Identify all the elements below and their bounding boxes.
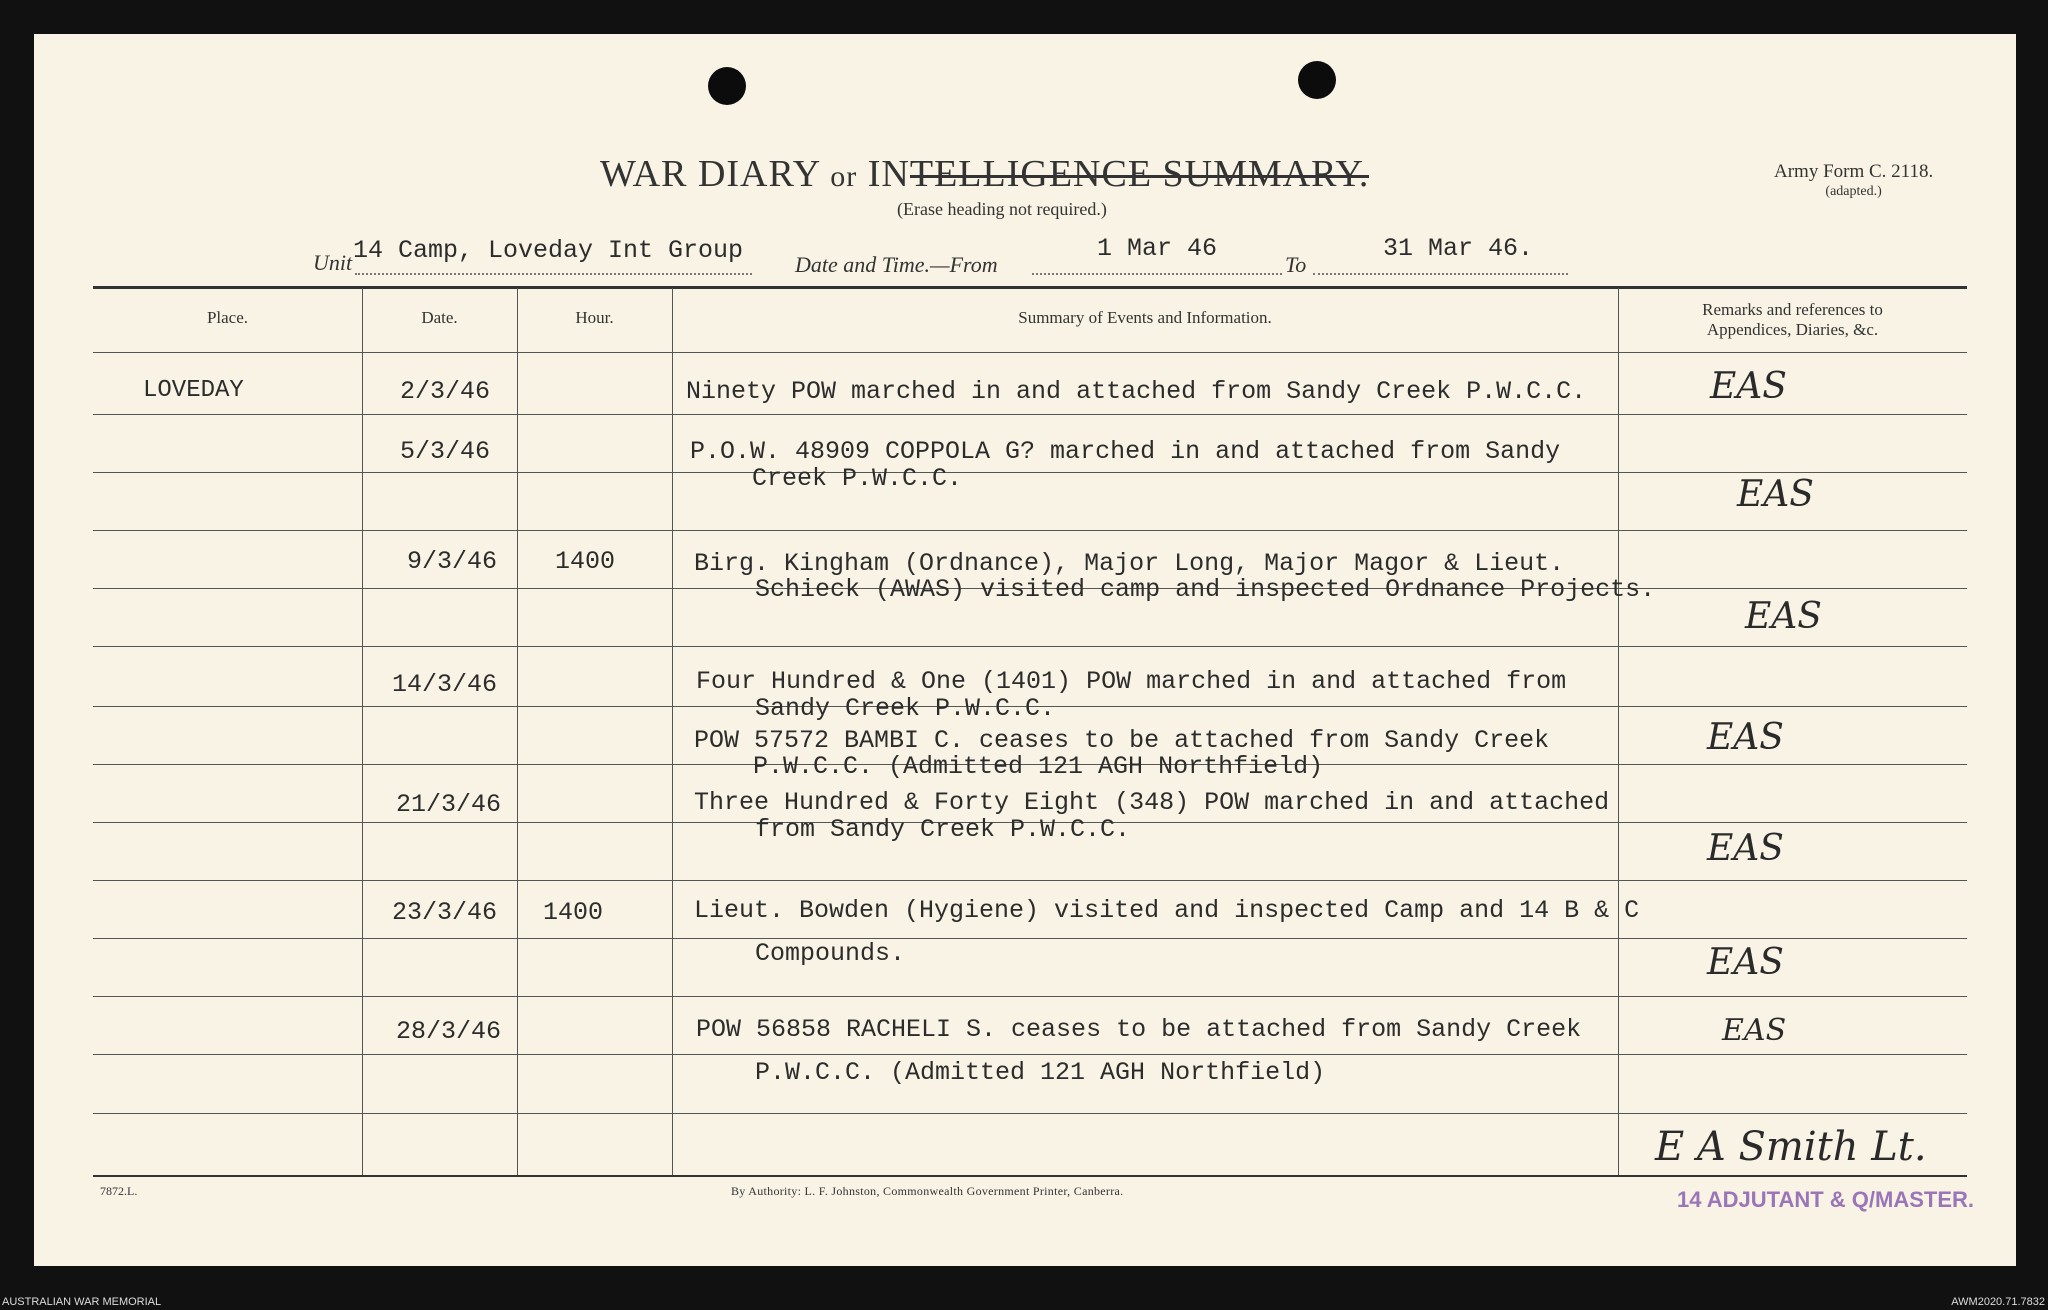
entry-date: 28/3/46: [396, 1017, 502, 1046]
remarks-header-line-1: Remarks and references to: [1702, 300, 1883, 319]
entry-line: Three Hundred & Forty Eight (348) POW marched in and attached: [694, 788, 1610, 817]
table-rule: [93, 880, 1967, 881]
entry-line: Ninety POW marched in and attached from Sandy Creek P.W.C.C.: [686, 377, 1587, 406]
unit-dotted-line: [355, 273, 752, 275]
table-rule: [93, 1054, 1967, 1055]
title-or: or: [830, 160, 858, 193]
remarks-header-line-2: Appendices, Diaries, &c.: [1706, 320, 1879, 339]
archive-accession: AWM2020.71.7832: [1951, 1296, 2045, 1308]
unit-value: 14 Camp, Loveday Int Group: [353, 236, 744, 265]
table-rule: [93, 414, 1967, 415]
title-in: IN: [867, 153, 910, 195]
initials-mark: EAS: [1745, 596, 1822, 637]
to-label: To: [1285, 252, 1307, 277]
date-time-label: Date and Time.—From: [795, 252, 998, 277]
entry-line: P.W.C.C. (Admitted 121 AGH Northfield): [753, 752, 1324, 781]
entry-line: POW 57572 BAMBI C. ceases to be attached from Sandy Creek: [694, 726, 1550, 755]
army-form-label: [1774, 162, 1933, 202]
initials-mark: EAS: [1722, 1013, 1787, 1048]
punch-hole: [708, 67, 746, 105]
entry-line: Birg. Kingham (Ordnance), Major Long, Major Magor & Lieut.: [694, 549, 1565, 578]
page-title: [600, 152, 1369, 196]
adjutant-stamp: 14 ADJUTANT & Q/MASTER.: [1677, 1187, 1975, 1212]
entry-date: 9/3/46: [407, 547, 498, 576]
entry-hour: 1400: [543, 898, 604, 927]
date-to: 31 Mar 46.: [1383, 234, 1534, 263]
entry-line: from Sandy Creek P.W.C.C.: [755, 815, 1131, 844]
column-divider: [362, 288, 363, 1175]
initials-mark: EAS: [1707, 828, 1784, 869]
form-number: 7872.L.: [100, 1184, 138, 1198]
date-from: 1 Mar 46: [1097, 234, 1218, 263]
unit-label: Unit: [313, 250, 353, 275]
from-dotted-line: [1032, 273, 1282, 275]
table-top-rule: [93, 286, 1967, 289]
entry-line: Lieut. Bowden (Hygiene) visited and inspected Camp and 14 B & C: [694, 896, 1640, 925]
to-dotted-line: [1313, 273, 1568, 275]
place-value: LOVEDAY: [143, 377, 244, 404]
entry-date: 23/3/46: [392, 898, 498, 927]
table-rule: [93, 1113, 1967, 1114]
entry-line: Sandy Creek P.W.C.C.: [755, 694, 1056, 723]
title-struck: TELLIGENCE SUMMARY.: [909, 153, 1370, 195]
table-rule: [93, 352, 1967, 353]
archive-credit: AUSTRALIAN WAR MEMORIAL: [2, 1296, 162, 1308]
table-bottom-rule: [93, 1175, 1967, 1177]
entry-line: Four Hundred & One (1401) POW marched in and attached from: [696, 667, 1567, 696]
initials-mark: EAS: [1707, 942, 1784, 983]
signature: E A Smith Lt.: [1655, 1124, 1927, 1170]
entry-line: P.W.C.C. (Admitted 121 AGH Northfield): [755, 1058, 1326, 1087]
entry-line: Creek P.W.C.C.: [752, 464, 963, 493]
army-form-number: Army Form C. 2118.: [1774, 161, 1934, 182]
table-rule: [93, 530, 1967, 531]
printer-authority: By Authority: L. F. Johnston, Commonwealth Government Printer, Canberra.: [731, 1184, 1124, 1198]
column-divider: [1618, 288, 1619, 1175]
column-header-summary: Summary of Events and Information.: [1018, 308, 1272, 327]
entry-line: P.O.W. 48909 COPPOLA G? marched in and attached from Sandy: [690, 437, 1561, 466]
column-header-place: Place.: [206, 308, 249, 327]
entry-date: 14/3/46: [392, 670, 498, 699]
column-header-remarks: [1618, 300, 1967, 340]
army-form-note: (adapted.): [1825, 184, 1882, 199]
entry-line: POW 56858 RACHELI S. ceases to be attached from Sandy Creek: [696, 1015, 1582, 1044]
column-divider: [517, 288, 518, 1175]
table-rule: [93, 996, 1967, 997]
punch-hole: [1298, 61, 1336, 99]
table-rule: [93, 938, 1967, 939]
column-divider: [672, 288, 673, 1175]
column-header-date: Date.: [421, 308, 458, 327]
subtitle: (Erase heading not required.): [897, 199, 1107, 219]
table-rule: [93, 646, 1967, 647]
entry-line: Schieck (AWAS) visited camp and inspected Ordnance Projects.: [755, 575, 1656, 604]
initials-mark: EAS: [1737, 474, 1814, 515]
entry-hour: 1400: [555, 547, 616, 576]
entry-date: 5/3/46: [400, 437, 491, 466]
entry-date: 2/3/46: [400, 377, 491, 406]
table-rule: [93, 472, 1967, 473]
column-header-hour: Hour.: [575, 308, 614, 327]
entry-date: 21/3/46: [396, 790, 502, 819]
initials-mark: EAS: [1710, 366, 1787, 407]
initials-mark: EAS: [1707, 717, 1784, 758]
title-main: WAR DIARY: [600, 153, 820, 195]
entry-line: Compounds.: [755, 939, 906, 968]
